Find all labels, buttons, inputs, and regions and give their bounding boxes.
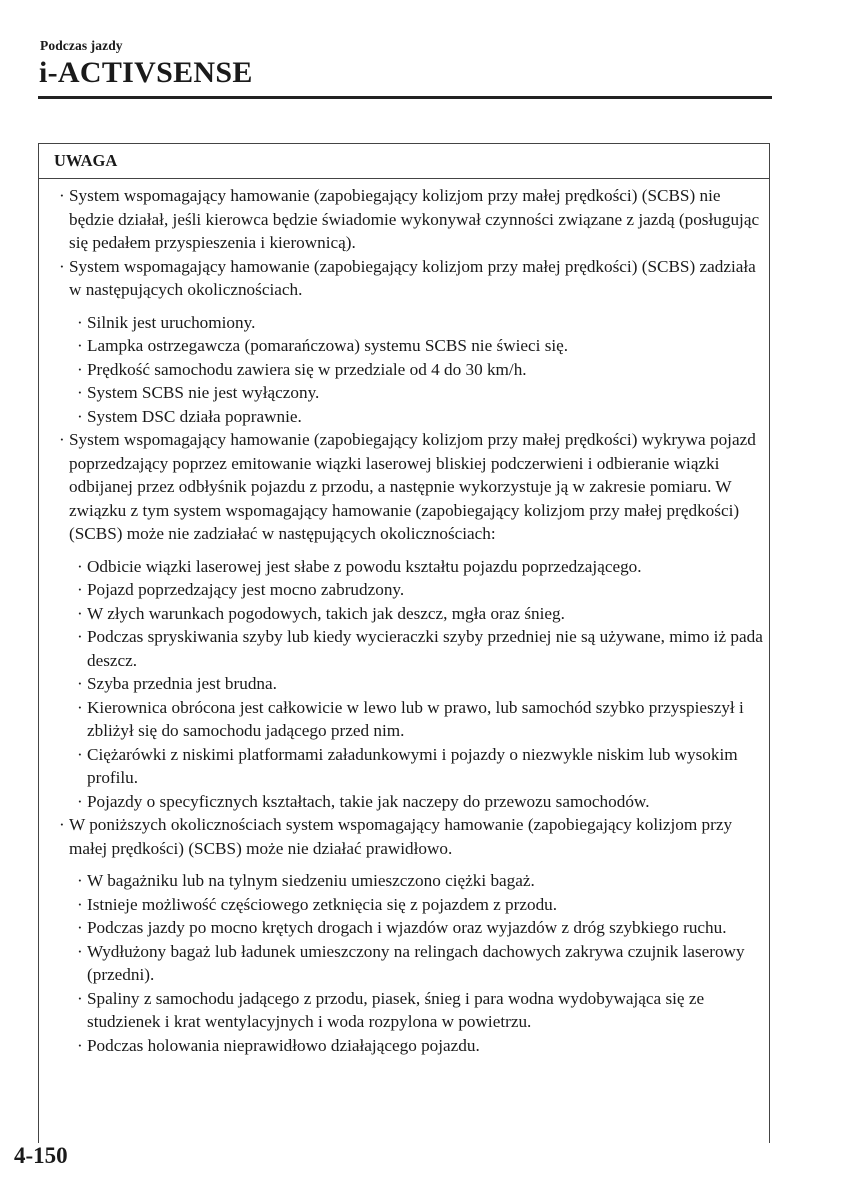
notice-subitem-text: Pojazd poprzedzający jest mocno zabrudzony.	[87, 580, 405, 599]
notice-subitem-text: System DSC działa poprawnie.	[87, 406, 302, 426]
bullet-dot: ·	[77, 336, 83, 355]
notice-item-text: System wspomagający hamowanie (zapobiegający kolizjom przy małej prędkości) (SCBS) nie będzie działał, jeśli kierowca będzie świadomie wykonywał czynności związane z jazdą (posługując się pedałem przyspieszenia i kierownicą).	[69, 186, 760, 252]
bullet-dot: ·	[77, 988, 83, 1008]
bullet-dot: ·	[59, 815, 65, 834]
notice-subitem	[77, 743, 769, 790]
bullet-dot: ·	[77, 406, 83, 426]
bullet-dot: ·	[77, 312, 83, 332]
bullet-dot: ·	[77, 894, 83, 914]
notice-heading: UWAGA	[39, 144, 769, 179]
bullet-dot: ·	[59, 430, 65, 449]
notice-subitem	[77, 672, 769, 696]
notice-subitem	[77, 987, 769, 1034]
bullet-dot: ·	[77, 674, 83, 693]
notice-item-text: System wspomagający hamowanie (zapobiegający kolizjom przy małej prędkości) wykrywa pojazd poprzedzający poprzez emitowanie wiązki laserowej bliskiej podczerwieni i odbieranie wiązki odbijanej przez odbłyśnik pojazdu z przodu, a następnie wykorzystuje ją w zakresie pomiaru. W związku z tym system wspomagający hamowanie (zapobiegający kolizjom przy małej prędkości) (SCBS) może nie zadziałać w następujących okolicznościach:	[69, 430, 756, 543]
notice-subitem-list	[69, 869, 769, 1057]
bullet-dot: ·	[77, 791, 83, 811]
notice-subitem	[77, 311, 769, 335]
bullet-dot: ·	[77, 603, 83, 623]
notice-subitem	[77, 334, 769, 358]
bullet-dot: ·	[59, 256, 65, 276]
notice-subitem	[77, 602, 769, 626]
bullet-dot: ·	[77, 918, 83, 937]
notice-subitem-text: Silnik jest uruchomiony.	[87, 312, 256, 332]
notice-subitem-text: Spaliny z samochodu jadącego z przodu, piasek, śnieg i para wodna wydobywająca się ze studzienek i krat wentylacyjnych i woda rozpylona w powietrzu.	[87, 988, 705, 1031]
notice-subitem	[77, 555, 769, 579]
bullet-dot: ·	[59, 186, 65, 205]
notice-subitem-text: Lampka ostrzegawcza (pomarańczowa) systemu SCBS nie świeci się.	[87, 336, 569, 355]
notice-subitem-text: System SCBS nie jest wyłączony.	[87, 383, 320, 402]
notice-item	[59, 255, 769, 429]
notice-subitem-text: Prędkość samochodu zawiera się w przedziale od 4 do 30 km/h.	[87, 359, 527, 379]
bullet-dot: ·	[77, 627, 83, 646]
notice-subitem	[77, 625, 769, 672]
notice-subitem	[77, 916, 769, 940]
notice-subitem-text: Szyba przednia jest brudna.	[87, 674, 277, 693]
page-number: 4-150	[14, 1143, 68, 1168]
notice-subitem	[77, 790, 769, 814]
notice-subitem-list	[69, 555, 769, 814]
notice-subitem-text: Odbicie wiązki laserowej jest słabe z powodu kształtu pojazdu poprzedzającego.	[87, 556, 642, 576]
bullet-dot: ·	[77, 697, 83, 717]
notice-subitem-text: Podczas spryskiwania szyby lub kiedy wycieraczki szyby przedniej nie są używane, mimo iż pada deszcz.	[87, 627, 763, 670]
section-label: Podczas jazdy	[40, 38, 123, 53]
title-divider	[38, 96, 772, 99]
notice-subitem-text: Ciężarówki z niskimi platformami załadunkowymi i pojazdy o niezwykle niskim lub wysokim profilu.	[87, 744, 738, 787]
notice-list	[39, 184, 769, 1057]
notice-subitem-text: Kierownica obrócona jest całkowicie w lewo lub w prawo, lub samochód szybko przyspieszył i zbliżył się do samochodu jadącego przed nim.	[87, 697, 744, 740]
notice-subitem	[77, 696, 769, 743]
notice-subitem-text: W bagażniku lub na tylnym siedzeniu umieszczono ciężki bagaż.	[87, 871, 535, 890]
page-title: i-ACTIVSENSE	[39, 56, 253, 89]
notice-subitem	[77, 381, 769, 405]
notice-subitem	[77, 869, 769, 893]
bullet-dot: ·	[77, 871, 83, 890]
notice-subitem-text: Podczas jazdy po mocno krętych drogach i wjazdów oraz wyjazdów z dróg szybkiego ruchu.	[87, 918, 727, 937]
notice-subitem	[77, 893, 769, 917]
bullet-dot: ·	[77, 580, 83, 599]
notice-subitem	[77, 940, 769, 987]
notice-subitem	[77, 578, 769, 602]
notice-item	[59, 813, 769, 1057]
notice-subitem-list	[69, 311, 769, 429]
bullet-dot: ·	[77, 941, 83, 961]
notice-item	[59, 428, 769, 813]
bullet-dot: ·	[77, 1035, 83, 1055]
notice-subitem-text: Wydłużony bagaż lub ładunek umieszczony na relingach dachowych zakrywa czujnik laserowy (przedni).	[87, 941, 745, 984]
notice-subitem-text: Pojazdy o specyficznych kształtach, takie jak naczepy do przewozu samochodów.	[87, 791, 650, 811]
notice-subitem-text: W złych warunkach pogodowych, takich jak deszcz, mgła oraz śnieg.	[87, 603, 565, 623]
bullet-dot: ·	[77, 744, 83, 764]
notice-box	[38, 143, 770, 1143]
notice-body	[39, 179, 769, 1057]
notice-subitem	[77, 1034, 769, 1058]
notice-item-text: W poniższych okolicznościach system wspomagający hamowanie (zapobiegający kolizjom przy małej prędkości) (SCBS) może nie działać prawidłowo.	[69, 815, 733, 858]
notice-subitem-text: Istnieje możliwość częściowego zetknięcia się z pojazdem z przodu.	[87, 894, 558, 914]
notice-item-text: System wspomagający hamowanie (zapobiegający kolizjom przy małej prędkości) (SCBS) zadziała w następujących okolicznościach.	[69, 256, 756, 299]
bullet-dot: ·	[77, 556, 83, 576]
notice-subitem-text: Podczas holowania nieprawidłowo działającego pojazdu.	[87, 1035, 480, 1055]
notice-subitem	[77, 405, 769, 429]
bullet-dot: ·	[77, 359, 83, 379]
bullet-dot: ·	[77, 383, 83, 402]
notice-item	[59, 184, 769, 255]
notice-subitem	[77, 358, 769, 382]
